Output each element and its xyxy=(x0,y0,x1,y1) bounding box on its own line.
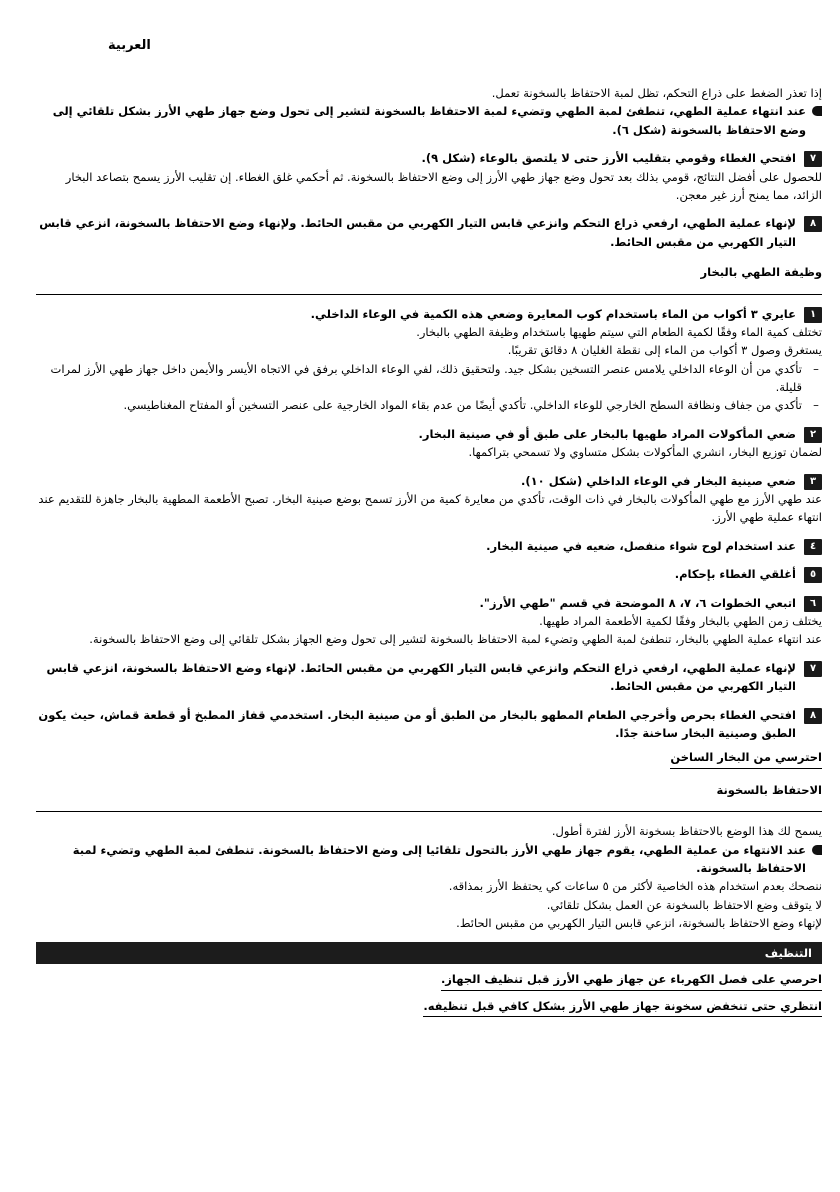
step-text: أغلقي الغطاء بإحكام. xyxy=(674,567,796,582)
steam-step-3 xyxy=(36,472,822,490)
step-number: ٧ xyxy=(804,661,822,677)
step-number: ٨ xyxy=(804,708,822,724)
steam-step-5 xyxy=(36,565,822,583)
step-text: ضعي صينية البخار في الوعاء الداخلي (شكل ١٠). xyxy=(521,473,796,488)
step-number: ٢ xyxy=(804,427,822,443)
language-header: العربية xyxy=(108,38,151,53)
warning-text: احترسي من البخار الساخن xyxy=(670,748,822,768)
cleaning-warning: انتظري حتى تنخفض سخونة جهاز طهي الأرز بشكل كافي قبل تنظيفه. xyxy=(423,997,822,1017)
step-8-unplug xyxy=(36,214,822,251)
bullet-item xyxy=(36,102,822,139)
warning-line xyxy=(36,748,822,768)
step-text: افتحي الغطاء بحرص وأخرجي الطعام المطهو بالبخار من الطبق أو من صينية البخار. استخدمي قفاز المطبخ أو قطعة قماش، حيث يكون الطبق وصينية البخار ساخنة جدًا. xyxy=(38,707,796,740)
paragraph: للحصول على أفضل النتائج، قومي بذلك بعد تحول وضع جهاز طهي الأرز إلى وضع الاحتفاظ بالسخونة. ثم أحكمي غلق الغطاء. إن تقليب الأرز يسمح بتصاعد البخار الزائد، مما يمنح أرز غير معجن. xyxy=(65,169,822,202)
steam-step-6 xyxy=(36,594,822,612)
step-number: ٥ xyxy=(804,567,822,583)
cleaning-line xyxy=(36,970,822,990)
step-text: عند استخدام لوح شواء منفصل، ضعيه في صينية البخار. xyxy=(486,538,796,553)
step-number: ٤ xyxy=(804,539,822,555)
step-text: ضعي المأكولات المراد طهيها بالبخار على طبق أو في صينية البخار. xyxy=(418,426,796,441)
step-7-stir xyxy=(36,149,822,167)
divider xyxy=(36,811,822,812)
step-text: افتحي الغطاء وقومي بتقليب الأرز حتى لا يلتصق بالوعاء (شكل ٩). xyxy=(421,151,796,166)
steam-step-2 xyxy=(36,425,822,443)
step-text: عايري ٣ أكواب من الماء باستخدام كوب المعايرة وضعي هذه الكمية في الوعاء الداخلي. xyxy=(310,306,796,321)
step-number: ٨ xyxy=(804,216,822,232)
section-heading-keep-warm: الاحتفاظ بالسخونة xyxy=(716,782,822,797)
cleaning-warning: احرصي على فصل الكهرباء عن جهاز طهي الأرز قبل تنظيف الجهاز. xyxy=(441,970,822,990)
bullet-icon xyxy=(812,106,822,116)
step-text: اتبعي الخطوات ٦، ٧، ٨ الموضحة في قسم "طهي الأرز". xyxy=(479,595,796,610)
paragraph: يسمح لك هذا الوضع بالاحتفاظ بسخونة الأرز لفترة أطول. xyxy=(551,824,822,839)
bullet-icon xyxy=(812,845,822,855)
dash-text: تأكدي من أن الوعاء الداخلي يلامس عنصر التسخين بشكل جيد. ولتحقيق ذلك، لفي الوعاء الداخلي برفق في الاتجاه الأيسر والأيمن داخل جهاز طهي الأرز لمرات قليلة. xyxy=(50,361,802,395)
paragraph: عند انتهاء عملية الطهي بالبخار، تنطفئ لمبة الطهي وتضيء لمبة الاحتفاظ بالسخونة لتشير إلى تحول وضع الجهاز بشكل تلقائي إلى وضع الاحتفاظ بالسخونة. xyxy=(89,632,822,647)
divider xyxy=(36,294,822,295)
dash-item xyxy=(36,396,822,414)
step-number: ٦ xyxy=(804,596,822,612)
paragraph: ننصحك بعدم استخدام هذه الخاصية لأكثر من ٥ ساعات كي يحتفظ الأرز بمذاقه. xyxy=(448,879,822,894)
bullet-text: عند الانتهاء من عملية الطهي، يقوم جهاز طهي الأرز بالتحول تلقائيا إلى وضع الاحتفاظ بالسخونة. تنطفئ لمبة الطهي وتضيء لمبة الاحتفاظ بالسخونة. xyxy=(72,842,806,875)
paragraph: لضمان توزيع البخار، انشري المأكولات بشكل متساوي ولا تسمحي بتراكمها. xyxy=(468,445,822,460)
dash-marker: – xyxy=(813,398,819,413)
section-heading-cleaning: التنظيف xyxy=(36,942,822,964)
steam-step-4 xyxy=(36,537,822,555)
paragraph: عند طهي الأرز مع طهي المأكولات بالبخار في ذات الوقت، تأكدي من معايرة كمية من الأرز تسمح بوضع صينية البخار. تصبح الأطعمة المطهية بالبخار جاهزة للتقديم عند انتهاء عملية طهي الأرز. xyxy=(38,492,822,525)
bullet-item xyxy=(36,841,822,878)
page-content xyxy=(36,84,822,1017)
steam-step-7 xyxy=(36,659,822,696)
steam-step-8 xyxy=(36,706,822,743)
paragraph: لا يتوقف وضع الاحتفاظ بالسخونة عن العمل بشكل تلقائي. xyxy=(546,897,822,912)
step-text: لإنهاء عملية الطهي، ارفعي ذراع التحكم وانزعي قابس التيار الكهربي من مقبس الحائط. ولإنهاء وضع الاحتفاظ بالسخونة، انزعي قابس التيار الكهربي من مقبس الحائط. xyxy=(39,216,796,249)
bullet-text: عند انتهاء عملية الطهي، تنطفئ لمبة الطهي وتضيء لمبة الاحتفاظ بالسخونة لتشير إلى تحول وضع جهاز طهي الأرز بشكل تلقائي إلى وضع الاحتفاظ بالسخونة (شكل ٦). xyxy=(52,104,806,137)
step-number: ١ xyxy=(804,307,822,323)
paragraph: لإنهاء وضع الاحتفاظ بالسخونة، انزعي قابس التيار الكهربي من مقبس الحائط. xyxy=(456,916,822,931)
cleaning-line xyxy=(36,997,822,1017)
paragraph: يختلف زمن الطهي بالبخار وفقًا لكمية الأطعمة المراد طهيها. xyxy=(539,613,822,628)
steam-step-1 xyxy=(36,305,822,323)
step-number: ٧ xyxy=(804,151,822,167)
dash-item xyxy=(36,360,822,397)
paragraph: يستغرق وصول ٣ أكواب من الماء إلى نقطة الغليان ٨ دقائق تقريبًا. xyxy=(507,343,822,358)
section-heading-steam: وظيفة الطهي بالبخار xyxy=(700,265,822,280)
dash-marker: – xyxy=(813,361,819,376)
paragraph: تختلف كمية الماء وفقًا لكمية الطعام التي سيتم طهيها باستخدام وظيفة الطهي بالبخار. xyxy=(416,324,822,339)
paragraph: إذا تعذر الضغط على ذراع التحكم، تظل لمبة الاحتفاظ بالسخونة تعمل. xyxy=(491,86,822,100)
dash-text: تأكدي من جفاف ونظافة السطح الخارجي للوعاء الداخلي. تأكدي أيضًا من عدم بقاء المواد الخارجية على عنصر التسخين أو المفتاح المغناطيسي. xyxy=(123,398,802,413)
step-number: ٣ xyxy=(804,474,822,490)
step-text: لإنهاء عملية الطهي، ارفعي ذراع التحكم وانزعي قابس التيار الكهربي من مقبس الحائط. لإنهاء وضع الاحتفاظ بالسخونة، انزعي قابس التيار الكهربي من مقبس الحائط. xyxy=(46,660,796,694)
